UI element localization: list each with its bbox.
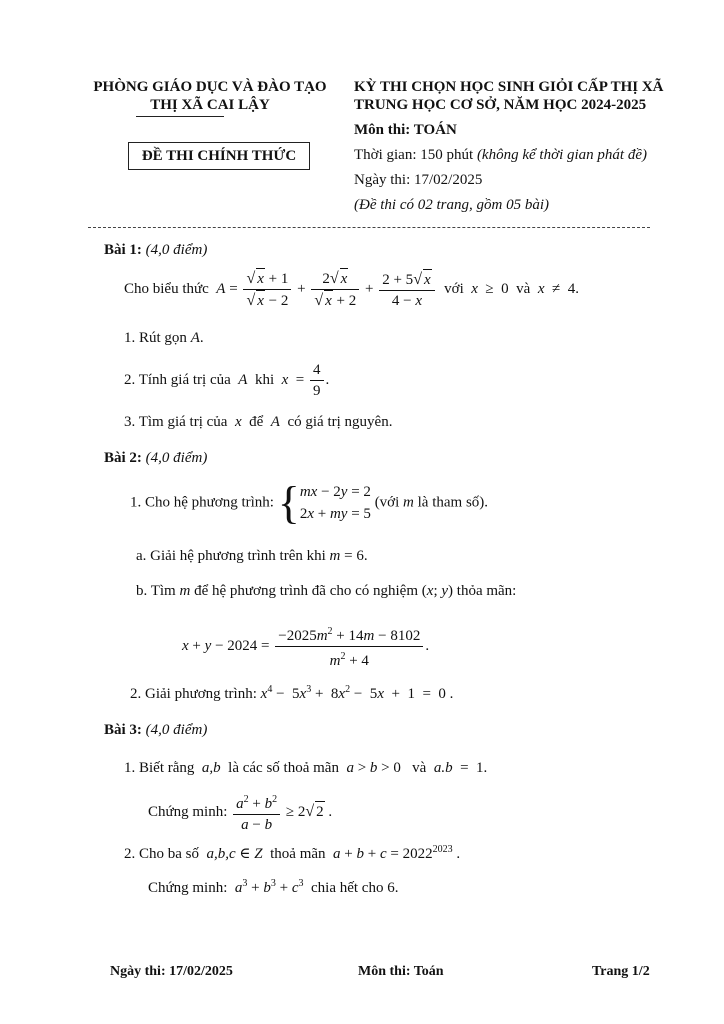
bai3-prove-1: Chứng minh: $\frac{a^2 + b^2}{a - b}$ ≥ 2√ 2 . (148, 790, 332, 835)
bai1-condition-prefix: với (444, 280, 464, 297)
town-underline (136, 116, 224, 117)
exam-info-block (354, 78, 664, 114)
exam-title-line2: TRUNG HỌC CƠ SỞ, NĂM HỌC 2024-2025 (354, 97, 647, 113)
bai3-title: Bài 3: (104, 722, 142, 738)
bai1-question-2: 2. Tính giá trị của A khi x = $\frac{4}{9}$ . (124, 362, 330, 399)
bai1-points: (4,0 điểm) (145, 242, 208, 258)
exam-title-line1: KỲ THI CHỌN HỌC SINH GIỎI CẤP THỊ XÃ (354, 79, 664, 95)
header-divider (88, 227, 650, 228)
bai2-heading (104, 450, 207, 467)
bai1-heading (104, 242, 207, 259)
footer-page: Trang 1/2 (592, 964, 650, 979)
bai3-prove-fraction: $\frac{a^2 + b^2}{a - b}$ (233, 790, 280, 835)
bai1-question-1: 1. Rút gọn A. (124, 330, 204, 346)
bai2-title: Bài 2: (104, 450, 142, 466)
town-name: THỊ XÃ CAI LẬY (150, 97, 270, 113)
department-name: PHÒNG GIÁO DỤC VÀ ĐÀO TẠO (93, 79, 327, 95)
footer-subject: Môn thi: Toán (358, 964, 444, 979)
bai3-part-2: 2. Cho ba số a,b,c ∈ Z thoả mãn $a + b + c = 2022^{2023}$ . (124, 844, 461, 862)
bai2-condition-fraction: $\frac{-2025m^2 + 14m - 8102}{m^2 + 4}$ (275, 622, 423, 671)
exam-pages-note: (Đề thi có 02 trang, gồm 05 bài) (354, 197, 549, 213)
bai2-system-line: 1. Cho hệ phương trình: { mx − 2y = 2 2x + my = 5 (với m là tham số). (130, 477, 489, 528)
department-block (80, 78, 340, 114)
bai2-part-a: a. Giải hệ phương trình trên khi m = 6. (136, 548, 368, 564)
bai3-heading (104, 722, 207, 739)
exam-subject: Môn thi: TOÁN (354, 122, 457, 138)
bai1-title: Bài 1: (104, 242, 142, 258)
bai1-intro: Cho biểu thức (124, 280, 209, 297)
bai1-x-value: $\frac{4}{9}$ (310, 360, 324, 401)
footer-date: Ngày thi: 17/02/2025 (110, 964, 233, 979)
bai1-fraction-1: $\frac{√ x + 1}{√ x - 2}$ (243, 268, 291, 311)
exam-time-note: (không kể thời gian phát đề) (476, 147, 647, 163)
bai1-expression-line: Cho biểu thức A = $\frac{√ x + 1}{√ x - 2}$ + $\frac{2√ x}{√ x + 2}$ + $\frac{2 + 5√ x}{4 - x}$ với x ≥ 0 và x ≠ 4. (124, 270, 579, 309)
bai1-fraction-3: $\frac{2 + 5√ x}{4 - x}$ (379, 269, 434, 311)
bai3-part-1: 1. Biết rằng a,b là các số thoả mãn a > b > 0 và a.b = 1. (124, 760, 488, 776)
bai1-fraction-2: $\frac{2√ x}{√ x + 2}$ (311, 268, 359, 311)
bai1-condition-and: và (516, 280, 531, 297)
exam-time-label: Thời gian: 150 phút (354, 147, 474, 163)
bai2-equation-system: mx − 2y = 2 2x + my = 5 (299, 484, 371, 522)
bai3-prove-2: Chứng minh: $a^3 + b^3 + c^3$ chia hết cho 6. (148, 878, 399, 896)
bai2-points: (4,0 điểm) (145, 450, 208, 466)
bai2-condition-equation: x + y − 2024 = $\frac{-2025m^2 + 14m - 8102}{m^2 + 4}$ . (182, 622, 429, 671)
bai2-part-2: 2. Giải phương trình: $x^4 - 5x^3 + 8x^2 - 5x + 1 = 0$ . (130, 684, 454, 702)
bai1-question-3: 3. Tìm giá trị của x để A có giá trị nguyên. (124, 414, 393, 430)
exam-date: Ngày thi: 17/02/2025 (354, 172, 483, 188)
bai3-points: (4,0 điểm) (145, 722, 208, 738)
exam-time (354, 147, 647, 164)
official-exam-label: ĐỀ THI CHÍNH THỨC (128, 142, 310, 170)
bai2-part-b: b. Tìm m để hệ phương trình đã cho có nghiệm (x; y) thỏa mãn: (136, 583, 517, 599)
